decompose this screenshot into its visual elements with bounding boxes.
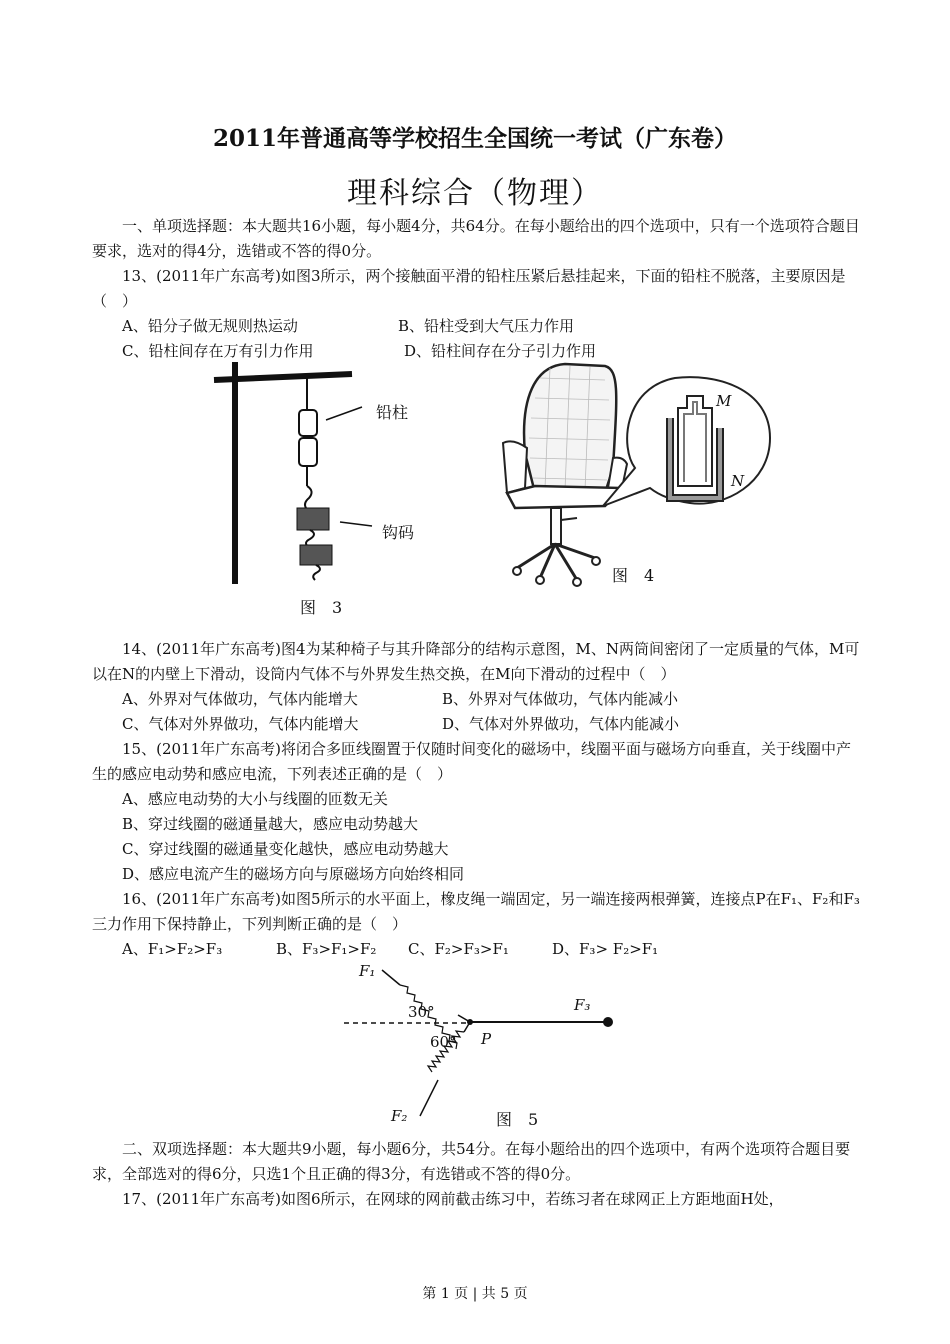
q16-option-a: A、F₁>F₂>F₃ <box>122 940 223 958</box>
q15-option-d: D、感应电流产生的磁场方向与原磁场方向始终相同 <box>122 865 465 883</box>
q13-option-b: B、铅柱受到大气压力作用 <box>398 317 575 335</box>
figure-3-caption: 图 3 <box>300 598 343 617</box>
q14-option-b: B、外界对气体做功，气体内能减小 <box>442 690 679 708</box>
q15-option-b: B、穿过线圈的磁通量越大，感应电动势越大 <box>122 815 419 833</box>
q14-option-c: C、气体对外界做功，气体内能增大 <box>122 715 359 733</box>
q16-stem: 16、(2011年广东高考)如图5所示的水平面上，橡皮绳一端固定，另一端连接两根弹簧，连接点P在F₁、F₂和F₃三力作用下保持静止，下列判断正确的是（ ） <box>92 890 860 933</box>
q13-option-a: A、铅分子做无规则热运动 <box>122 317 298 335</box>
q16-option-b: B、F₃>F₁>F₂ <box>276 940 377 958</box>
label-n: N <box>731 472 745 490</box>
label-m: M <box>716 392 732 410</box>
angle-60-label: 60° <box>430 1033 457 1051</box>
page-footer: 第 1 页 | 共 5 页 <box>422 1286 528 1302</box>
q15-option-a: A、感应电动势的大小与线圈的匝数无关 <box>122 790 388 808</box>
weight-label: 钩码 <box>382 523 415 542</box>
q16-option-c: C、F₂>F₃>F₁ <box>408 940 509 958</box>
point-p-label: P <box>481 1030 492 1048</box>
exam-title: 2011年普通高等学校招生全国统一考试（广东卷） <box>212 125 737 152</box>
q14-option-d: D、气体对外界做功，气体内能减小 <box>442 715 680 733</box>
figure-5-caption: 图 5 <box>496 1110 539 1129</box>
q13-stem: 13、(2011年广东高考)如图3所示，两个接触面平滑的铅柱压紧后悬挂起来，下面的铅柱不脱落，主要原因是（ ） <box>92 267 846 310</box>
figure-3-lead-cylinders <box>200 360 420 590</box>
angle-30-label: 30° <box>408 1003 435 1021</box>
q14-stem: 14、(2011年广东高考)图4为某种椅子与其升降部分的结构示意图，M、N两筒间密闭了一定质量的气体，M可以在N的内壁上下滑动，设筒内气体不与外界发生热交换，在M向下滑动的过程中（ ） <box>92 640 860 683</box>
exam-subtitle: 理科综合（物理） <box>347 176 603 211</box>
q16-option-d: D、F₃> F₂>F₁ <box>552 940 659 958</box>
lead-cylinder-label: 铅柱 <box>376 403 409 422</box>
section1-intro: 一、单项选择题：本大题共16小题，每小题4分，共64分。在每小题给出的四个选项中，只有一个选项符合题目要求，选对的得4分，选错或不答的得0分。 <box>92 217 860 260</box>
force-f2-label: F₂ <box>391 1107 408 1125</box>
figure-5-force-diagram <box>330 960 630 1130</box>
force-f3-label: F₃ <box>574 996 591 1014</box>
q15-option-c: C、穿过线圈的磁通量变化越快，感应电动势越大 <box>122 840 449 858</box>
q13-option-d: D、铅柱间存在分子引力作用 <box>404 342 597 360</box>
force-f1-label: F₁ <box>359 962 376 980</box>
q13-option-c: C、铅柱间存在万有引力作用 <box>122 342 314 360</box>
figure-4-caption: 图 4 <box>612 566 655 585</box>
q14-option-a: A、外界对气体做功，气体内能增大 <box>122 690 358 708</box>
q15-stem: 15、(2011年广东高考)将闭合多匝线圈置于仅随时间变化的磁场中，线圈平面与磁场方向垂直，关于线圈中产生的感应电动势和感应电流，下列表述正确的是（ ） <box>92 740 851 783</box>
section2-intro: 二、双项选择题：本大题共9小题，每小题6分，共54分。在每小题给出的四个选项中，有两个选项符合题目要求，全部选对的得6分，只选1个且正确的得3分，有选错或不答的得0分。 <box>92 1140 851 1183</box>
q17-stem: 17、(2011年广东高考)如图6所示，在网球的网前截击练习中，若练习者在球网正上方距地面H处， <box>122 1190 784 1208</box>
